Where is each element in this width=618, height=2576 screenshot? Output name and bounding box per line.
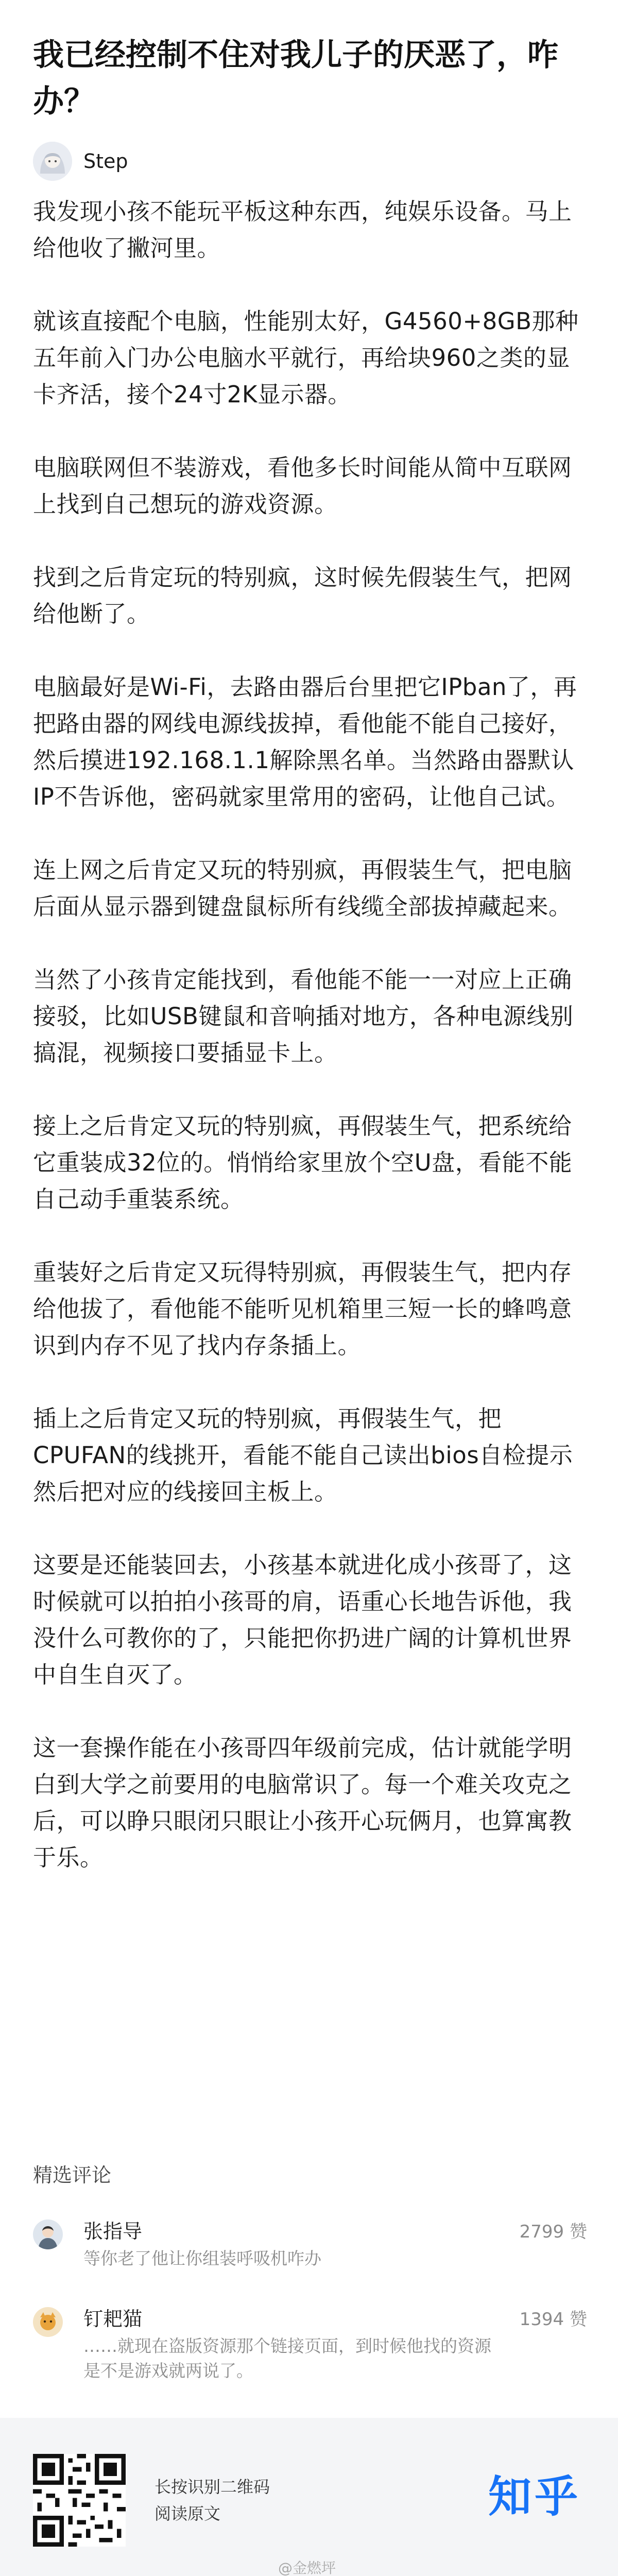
author-row[interactable] (33, 140, 128, 183)
footer-line-2: 阅读原文 (154, 2504, 221, 2523)
paragraph: 当然了小孩肯定能找到，看他能不能一一对应上正确接驳，比如USB键鼠和音响插对地方，各种电源线别搞混，视频接口要插显卡上。 (33, 966, 574, 1066)
author-avatar-icon[interactable] (33, 142, 72, 181)
author-name[interactable]: Step (83, 150, 128, 173)
comment-likes[interactable]: 2799 赞 (519, 2222, 587, 2242)
commenter-name[interactable]: 张指导 (83, 2220, 143, 2243)
answer-body (33, 193, 589, 1912)
paragraph: 插上之后肯定又玩的特别疯，再假装生气，把CPUFAN的线挑开，看能不能自己读出bios自检提示然后把对应的线接回主板上。 (33, 1405, 573, 1505)
paragraph: 接上之后肯定又玩的特别疯，再假装生气，把系统给它重装成32位的。悄悄给家里放个空U盘，看能不能自己动手重装系统。 (33, 1112, 573, 1213)
paragraph: 重装好之后肯定又玩得特别疯，再假装生气，把内存给他拔了，看他能不能听见机箱里三短一长的蜂鸣意识到内存不见了找内存条插上。 (33, 1259, 572, 1359)
paragraph: 这要是还能装回去，小孩基本就进化成小孩哥了，这时候就可以拍拍小孩哥的肩，语重心长地告诉他，我没什么可教你的了，只能把你扔进广阔的计算机世界中自生自灭了。 (33, 1551, 572, 1688)
footer-line-1: 长按识别二维码 (154, 2477, 270, 2497)
paragraph: 我发现小孩不能玩平板这种东西，纯娱乐设备。马上给他收了撇河里。 (33, 198, 572, 262)
footer-banner (0, 2418, 618, 2576)
comments-heading: 精选评论 (33, 2164, 112, 2187)
footer-caption (154, 2473, 270, 2527)
paragraph: 电脑联网但不装游戏，看他多长时间能从简中互联网上找到自己想玩的游戏资源。 (33, 454, 572, 518)
comment-item[interactable] (33, 2303, 587, 2381)
qr-code-icon[interactable] (33, 2454, 126, 2547)
question-title[interactable]: 我已经控制不住对我儿子的厌恶了，咋办？ (33, 37, 558, 120)
comment-item[interactable] (33, 2215, 587, 2294)
paragraph: 连上网之后肯定又玩的特别疯，再假装生气，把电脑后面从显示器到键盘鼠标所有线缆全部拔掉藏起来。 (33, 856, 572, 920)
paragraph: 就该直接配个电脑，性能别太好，G4560+8GB那种五年前入门办公电脑水平就行，再给块960之类的显卡齐活，接个24寸2K显示器。 (33, 308, 579, 408)
commenter-avatar-icon[interactable] (33, 2307, 63, 2337)
comment-likes[interactable]: 1394 赞 (519, 2309, 587, 2330)
weibo-watermark: @金燃坪 (278, 2560, 336, 2576)
featured-comments (33, 2160, 587, 2391)
paragraph: 找到之后肯定玩的特别疯，这时候先假装生气，把网给他断了。 (33, 564, 572, 628)
zhihu-logo: 知乎 (488, 2471, 581, 2522)
paragraph: 电脑最好是Wi-Fi，去路由器后台里把它IPban了，再把路由器的网线电源线拔掉，看他能不能自己接好，然后摸进192.168.1.1解除黑名单。当然路由器默认IP不告诉他，密码就家里常用的密码，让他自己试。 (33, 673, 577, 810)
commenter-name[interactable]: 钉耙猫 (83, 2308, 143, 2330)
comment-text: 等你老了他让你组装呼吸机咋办 (83, 2248, 321, 2268)
comment-text: ……就现在盗版资源那个链接页面，到时候他找的资源是不是游戏就两说了。 (83, 2336, 491, 2381)
commenter-avatar-icon[interactable] (33, 2219, 63, 2249)
paragraph: 这一套操作能在小孩哥四年级前完成，估计就能学明白到大学之前要用的电脑常识了。每一个难关攻克之后，可以睁只眼闭只眼让小孩开心玩俩月，也算寓教于乐。 (33, 1734, 572, 1871)
